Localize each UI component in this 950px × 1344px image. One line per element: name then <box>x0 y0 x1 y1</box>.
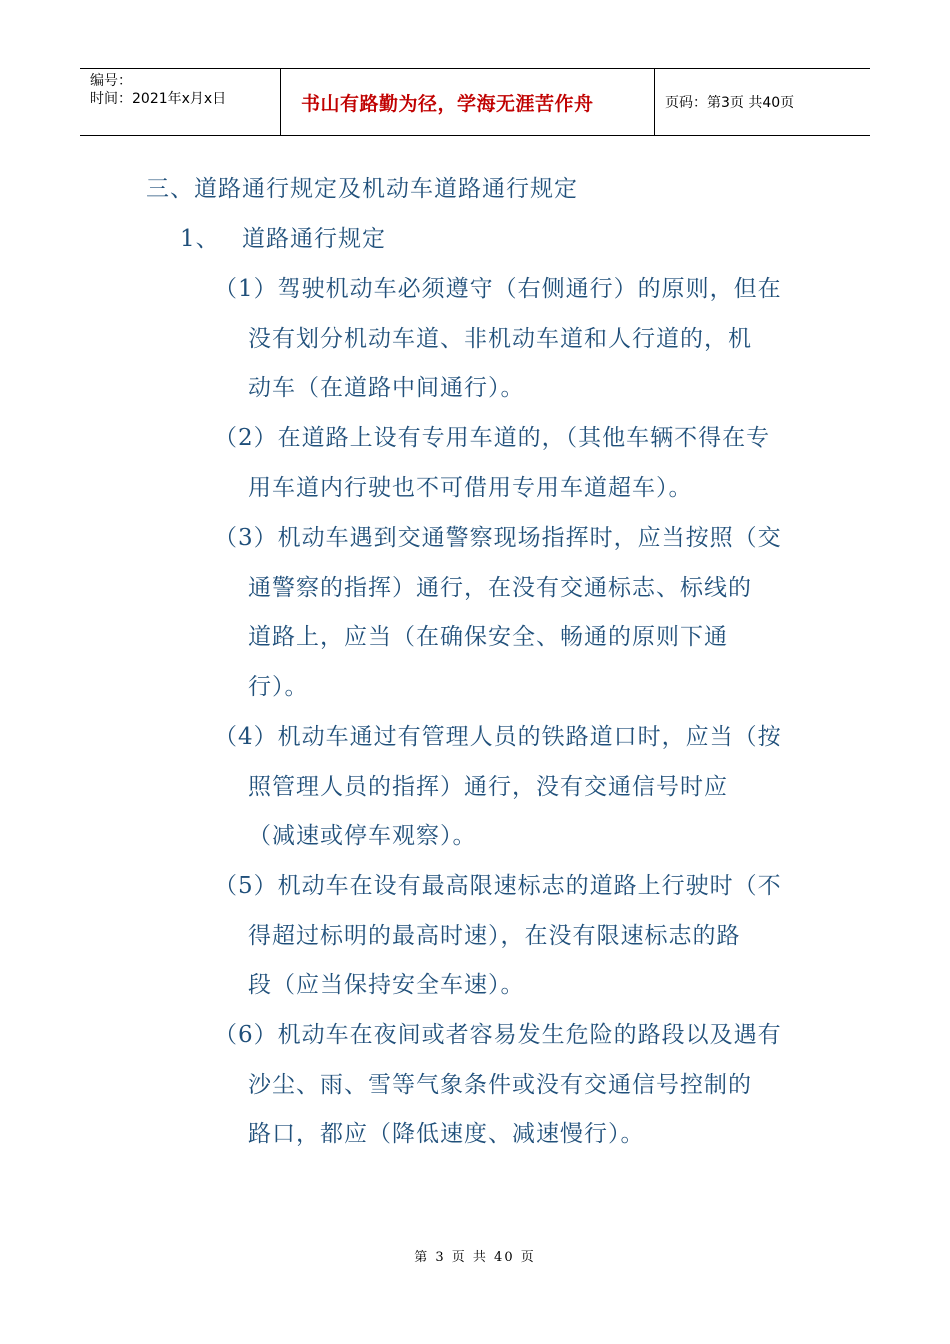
item-1-line-2: 没有划分机动车道、非机动车道和人行道的，机 <box>248 326 752 352</box>
section-title: 三、道路通行规定及机动车道路通行规定 <box>146 176 578 202</box>
page-header <box>80 68 870 136</box>
item-5-line-1: （5）机动车在设有最高限速标志的道路上行驶时（不 <box>214 873 782 899</box>
item-4-line-1: （4）机动车通过有管理人员的铁路道口时，应当（按 <box>214 724 782 750</box>
item-6-line-1: （6）机动车在夜间或者容易发生危险的路段以及遇有 <box>214 1022 782 1048</box>
item-6-line-2: 沙尘、雨、雪等气象条件或没有交通信号控制的 <box>248 1072 752 1098</box>
item-3-line-4: 行）。 <box>248 674 309 700</box>
item-1-line-3: 动车（在道路中间通行）。 <box>248 375 525 401</box>
item-5-line-3: 段（应当保持安全车速）。 <box>248 972 525 998</box>
item-6-line-3: 路口，都应（降低速度、减速慢行）。 <box>248 1121 645 1147</box>
item-3-line-3: 道路上，应当（在确保安全、畅通的原则下通 <box>248 624 728 650</box>
item-2-line-2: 用车道内行驶也不可借用专用车道超车）。 <box>248 475 693 501</box>
header-motto: 书山有路勤为径，学海无涯苦作舟 <box>281 69 655 135</box>
serial-label: 编号： <box>90 73 132 89</box>
header-page-info: 页码：第3页 共40页 <box>665 95 795 111</box>
time-label: 时间：2021年x月x日 <box>90 91 227 107</box>
item-2-line-1: （2）在道路上设有专用车道的，（其他车辆不得在专 <box>214 425 771 451</box>
item-4-line-2: 照管理人员的指挥）通行，没有交通信号时应 <box>248 774 728 800</box>
item-5-line-2: 得超过标明的最高时速），在没有限速标志的路 <box>248 923 741 949</box>
item-3-line-2: 通警察的指挥）通行，在没有交通标志、标线的 <box>248 575 752 601</box>
subsection-title: 道路通行规定 <box>242 226 386 252</box>
header-meta <box>80 69 281 135</box>
item-1-line-1: （1）驾驶机动车必须遵守（右侧通行）的原则，但在 <box>214 276 782 302</box>
item-4-line-3: （减速或停车观察）。 <box>248 823 477 849</box>
page-footer: 第 3 页 共 40 页 <box>414 1250 536 1265</box>
item-3-line-1: （3）机动车遇到交通警察现场指挥时，应当按照（交 <box>214 525 782 551</box>
subsection-number: 1、 <box>180 226 220 252</box>
